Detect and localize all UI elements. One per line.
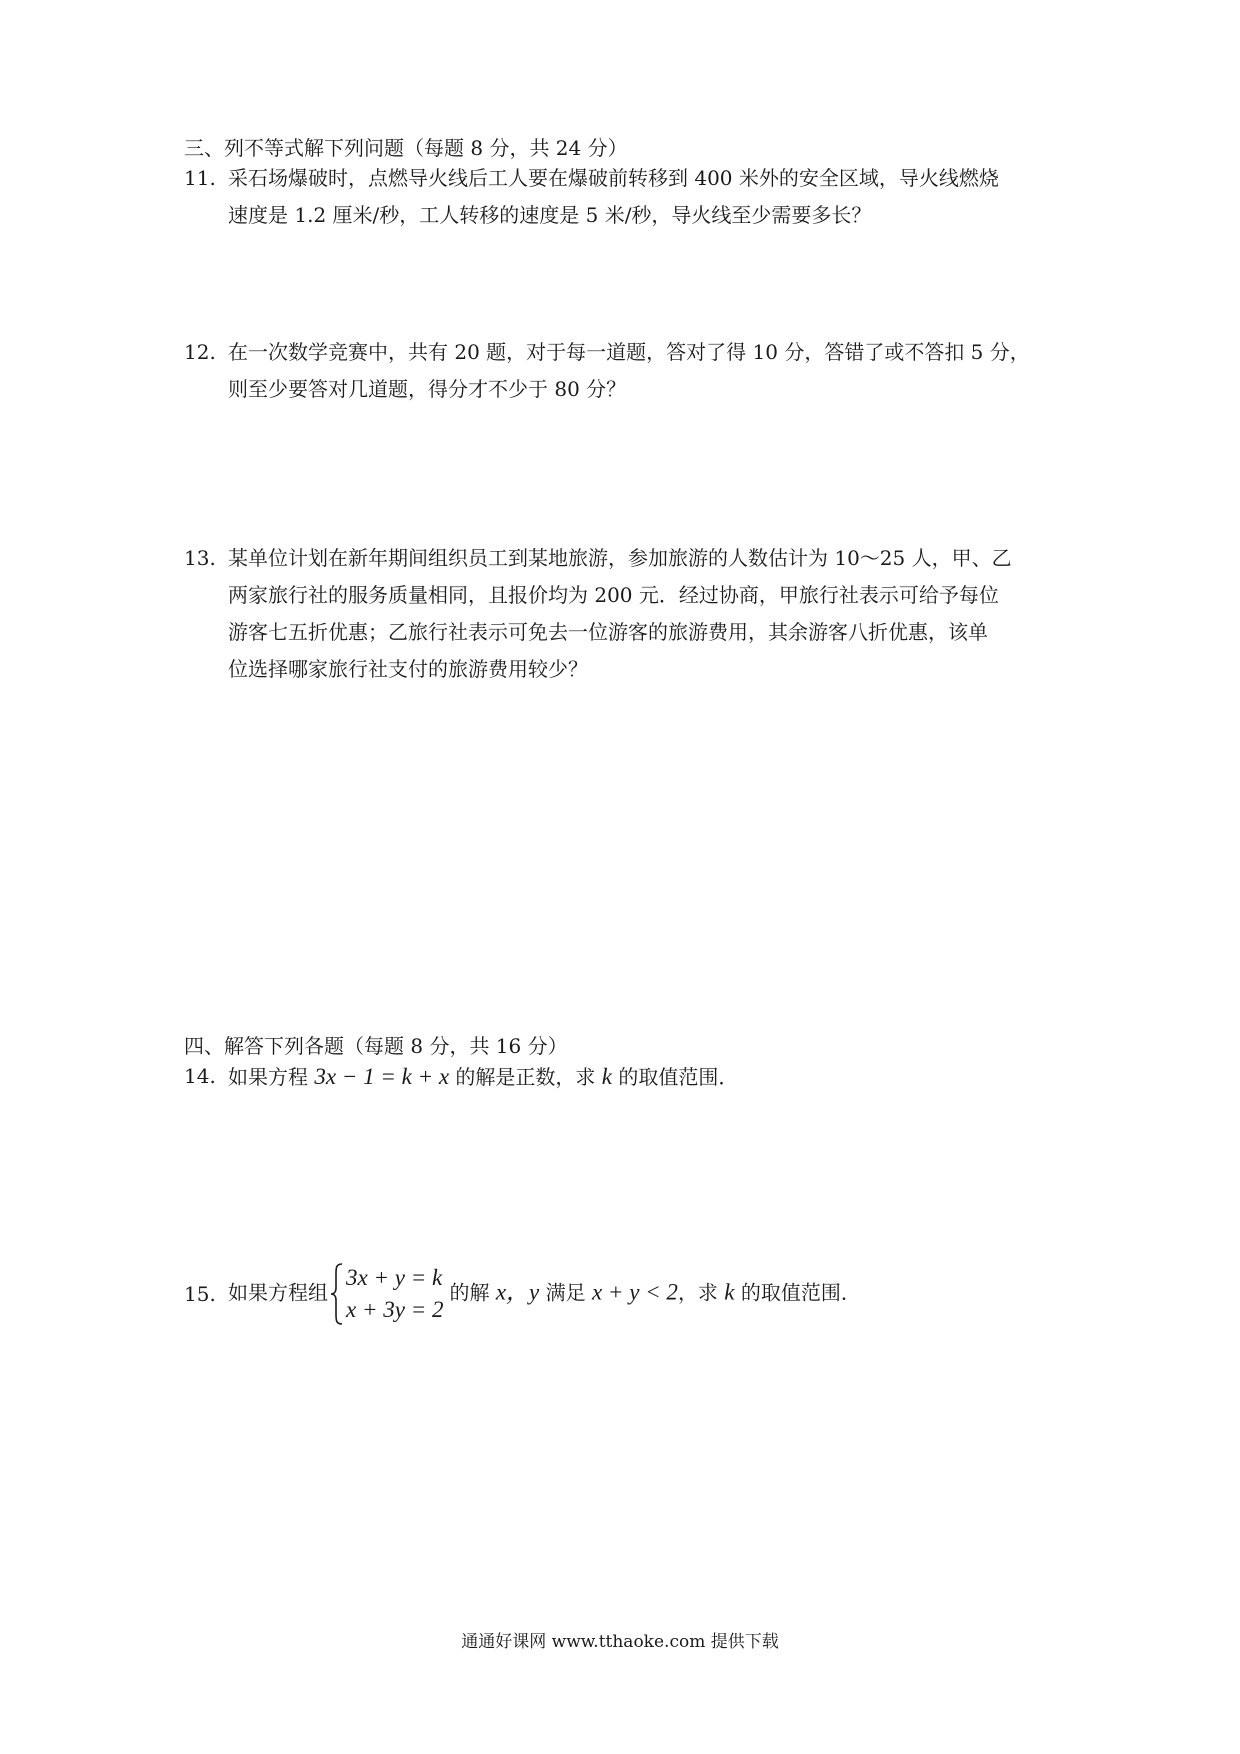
system-equation-2: x + 3y = 2 <box>346 1297 444 1322</box>
variable-k: k <box>724 1279 735 1305</box>
question-text-line <box>228 1262 1064 1326</box>
text-fragment: 如果方程组 <box>228 1280 328 1305</box>
question-11 <box>184 160 1064 234</box>
section-4-title: 四、解答下列各题（每题 8 分，共 16 分） <box>184 1034 568 1058</box>
question-13 <box>184 540 1064 688</box>
question-12 <box>184 334 1064 408</box>
left-brace-icon <box>330 1262 344 1326</box>
text-fragment: 的解 <box>449 1280 490 1305</box>
question-text-line: 采石场爆破时，点燃导火线后工人要在爆破前转移到 400 米外的安全区域，导火线燃烧 <box>228 166 999 190</box>
question-text-line: 位选择哪家旅行社支付的旅游费用较少？ <box>228 657 588 681</box>
text-fragment: 的解是正数，求 <box>455 1065 596 1089</box>
text-fragment: ，求 <box>677 1280 718 1305</box>
equation: 3x − 1 = k + x <box>314 1064 450 1089</box>
inequality-condition: x + y < 2 <box>591 1279 678 1305</box>
question-text-line: 在一次数学竞赛中，共有 20 题，对于每一道题，答对了得 10 分，答错了或不答扣 5 分， <box>228 340 1030 364</box>
question-number: 13. <box>184 546 216 570</box>
variable-k: k <box>601 1064 612 1089</box>
question-text-line <box>228 1058 1064 1096</box>
system-equation-1: 3x + y = k <box>346 1265 443 1290</box>
variables-x-y: x，y <box>495 1279 540 1305</box>
text-fragment: 的取值范围． <box>740 1280 861 1305</box>
question-text-line: 速度是 1.2 厘米/秒，工人转移的速度是 5 米/秒，导火线至少需要多长？ <box>228 203 872 227</box>
question-text-line: 两家旅行社的服务质量相同，且报价均为 200 元．经过协商，甲旅行社表示可给予每位 <box>228 583 999 607</box>
footer-source: 通通好课网 www.tthaoke.com 提供下载 <box>461 1632 779 1652</box>
text-fragment: 的取值范围． <box>618 1065 739 1089</box>
question-text-line: 则至少要答对几道题，得分才不少于 80 分？ <box>228 377 627 401</box>
question-number: 15. <box>184 1282 216 1306</box>
question-text-line: 某单位计划在新年期间组织员工到某地旅游，参加旅游的人数估计为 10～25 人，甲、乙 <box>228 546 1012 570</box>
question-number: 11. <box>184 166 216 190</box>
question-number: 12. <box>184 340 216 364</box>
question-15 <box>184 1262 1064 1326</box>
equation-system <box>330 1262 443 1326</box>
text-fragment: 如果方程 <box>228 1065 308 1089</box>
question-number: 14. <box>184 1064 216 1088</box>
text-fragment: 满足 <box>545 1280 586 1305</box>
question-text-line: 游客七五折优惠；乙旅行社表示可免去一位游客的旅游费用，其余游客八折优惠，该单 <box>228 620 988 644</box>
section-3-title: 三、列不等式解下列问题（每题 8 分，共 24 分） <box>184 136 628 160</box>
question-14 <box>184 1058 1064 1096</box>
